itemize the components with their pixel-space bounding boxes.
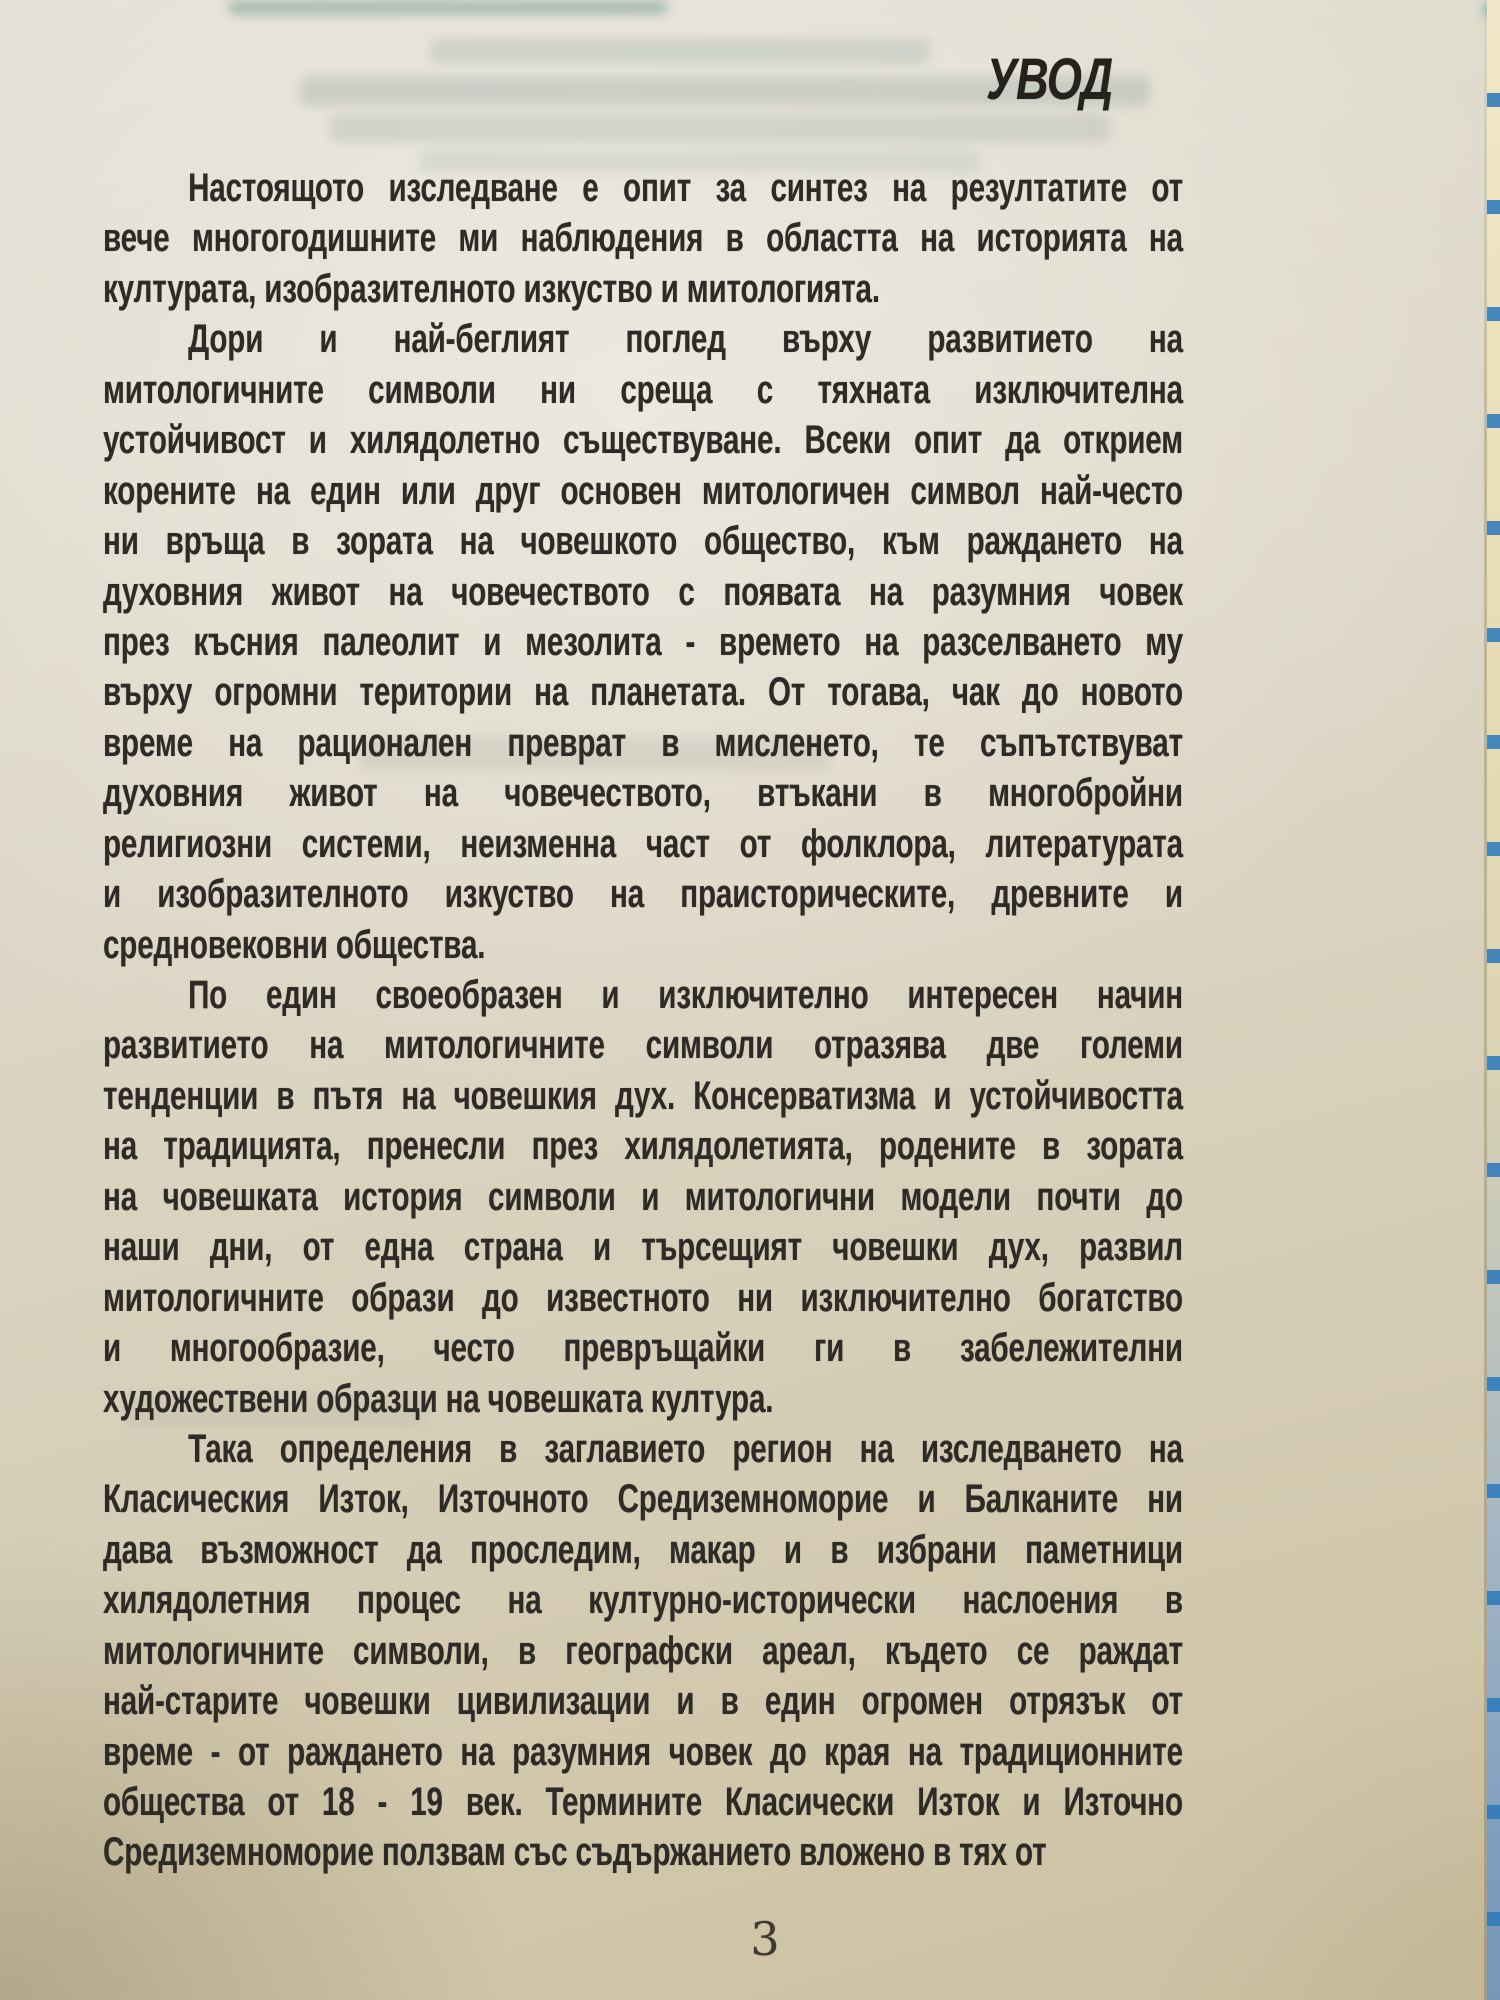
text-line: и изобразителното изкуство на праисторическите, древните и (103, 872, 1183, 917)
text-line: наши дни, от една страна и търсещият човешки дух, развил (103, 1225, 1183, 1270)
text-line: ни връща в зората на човешкото общество, към раждането на (103, 519, 1183, 564)
chapter-title: УВОД (986, 47, 1113, 112)
text-line: средновековни общества. (103, 922, 486, 967)
text-line: митологичните символи ни среща с тяхната изключителна (103, 367, 1183, 412)
text-line: Така определения в заглавието регион на изследването на (188, 1426, 1183, 1471)
page-fore-edge (1487, 0, 1500, 2000)
text-line: духовния живот на човечеството с появата на разумния човек (103, 569, 1183, 614)
text-line: митологичните образи до известното ни изключително богатство (103, 1275, 1183, 1320)
text-line: върху огромни територии на планетата. От тогава, чак до новото (103, 670, 1183, 715)
text-line: По един своеобразен и изключително интересен начин (188, 973, 1183, 1017)
text-line: тенденции в пътя на човешкия дух. Консерватизма и устойчивостта (103, 1073, 1183, 1118)
page-number: 3 (750, 1912, 780, 1966)
text-line: Средиземноморие ползвам със съдържанието вложено в тях от (103, 1830, 1047, 1875)
text-line: устойчивост и хилядолетно съществуване. Всеки опит да открием (103, 418, 1183, 463)
text-line: вече многогодишните ми наблюдения в областта на историята на (103, 216, 1183, 261)
text-line: време на рационален преврат в мисленето, те съпътствуват (103, 720, 1183, 765)
text-line: Класическия Изток, Източното Средиземноморие и Балканите ни (103, 1477, 1183, 1522)
showthrough-mark (228, 0, 668, 15)
text-line: общества от 18 - 19 век. Термините Класически Изток и Източно (103, 1780, 1183, 1824)
text-line: през късния палеолит и мезолита - времето на разселването му (103, 619, 1183, 664)
text-line: корените на един или друг основен митологичен символ най-често (103, 468, 1183, 513)
text-line: художествени образци на човешката култура. (103, 1376, 774, 1421)
text-line: културата, изобразителното изкуство и митологията. (103, 266, 880, 311)
text-line: най-старите човешки цивилизации и в един огромен отрязък от (103, 1679, 1183, 1724)
text-line: Настоящото изследване е опит за синтез на резултатите от (188, 166, 1183, 210)
text-line: развитието на митологичните символи отразява две големи (103, 1023, 1183, 1068)
text-line: хилядолетния процес на културно-исторически наслоения в (103, 1578, 1183, 1623)
text-line: религиозни системи, неизменна част от фолклора, литературата (103, 821, 1183, 866)
text-line: време - от раждането на разумния човек до края на традиционните (103, 1729, 1183, 1774)
text-line: митологичните символи, в географски ареал, където се раждат (103, 1628, 1183, 1673)
text-line: и многообразие, често превръщайки ги в забележителни (103, 1326, 1183, 1371)
text-line: духовния живот на човечеството, втъкани в многобройни (103, 771, 1183, 816)
text-line: на човешката история символи и митологични модели почти до (103, 1174, 1183, 1219)
showthrough-mark (330, 114, 1110, 142)
text-line: Дори и най-беглият поглед върху развитието на (188, 317, 1183, 362)
text-line: дава възможност да проследим, макар и в избрани паметници (103, 1527, 1183, 1572)
text-line: на традицията, пренесли през хилядолетията, родените в зората (103, 1124, 1183, 1169)
body-text (103, 163, 1183, 1878)
